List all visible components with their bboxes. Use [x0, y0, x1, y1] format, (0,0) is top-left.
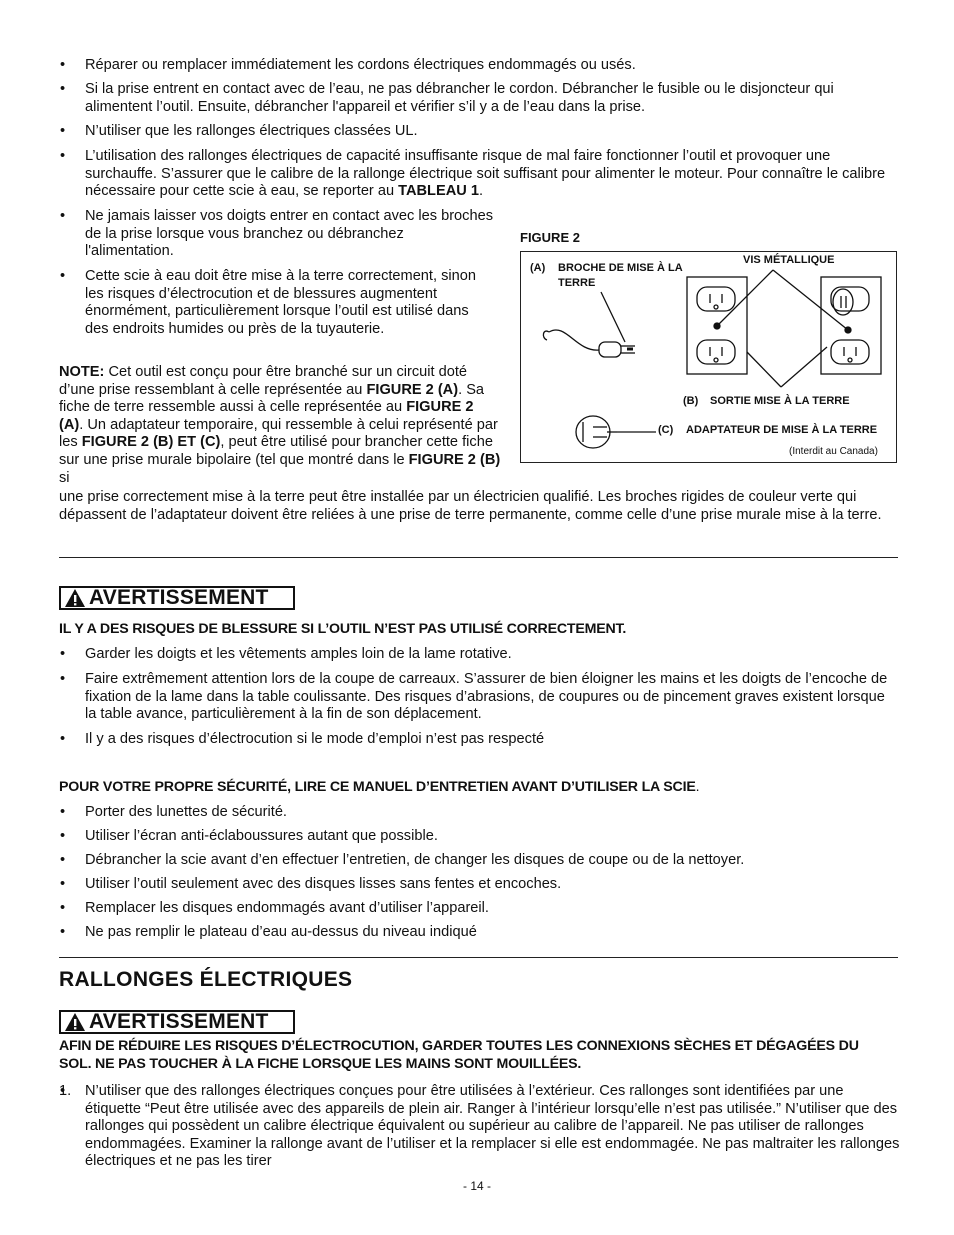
warning2-heading: AFIN DE RÉDUIRE LES RISQUES D’ÉLECTROCUTION, GARDER TOUTES LES CONNEXIONS SÈCHES ET DÉGAGÉES DU SOL. NE PAS TOUCHER À LA FICHE LORSQUE LES MAINS SONT MOUILLÉES. [59, 1038, 859, 1072]
label-b: SORTIE MISE À LA TERRE [710, 395, 850, 407]
label-b-letter: (B) [683, 395, 699, 407]
note-label: NOTE: [59, 364, 105, 380]
w1b-bullet-glasses: • Porter des lunettes de sécurité. [85, 804, 900, 822]
table-ref: TABLEAU 1 [398, 183, 479, 200]
label-c-note: (Interdit au Canada) [789, 446, 878, 457]
note-b3: FIGURE 2 (B) ET (C) [81, 434, 221, 451]
note-continuation: une prise correctement mise à la terre peut être installée par un électricien qualifié. Les broches rigides de couleur verte qui dépassent de l’adaptateur doivent être reliées à une prise de terre permanente, comme celle d’une prise murale mise à la terre. [59, 489, 882, 523]
w1b-bullet-replace: • Remplacer les disques endommagés avant d’utiliser l’appareil. [85, 900, 900, 918]
label-c-letter: (C) [658, 424, 674, 436]
warning-badge-2 [59, 1010, 295, 1034]
warning1-heading: IL Y A DES RISQUES DE BLESSURE SI L’OUTIL N’EST PAS UTILISÉ CORRECTEMENT. [59, 621, 627, 637]
warning-label-2: AVERTISSEMENT [89, 1010, 269, 1033]
w1b-bullet-water-level: • Ne pas remplir le plateau d’eau au-dessus du niveau indiqué [85, 924, 900, 942]
bullet-fingers: • Ne jamais laisser vos doigts entrer en contact avec les broches de la prise lorsque vous branchez ou débranchez l'alimentation. [85, 208, 495, 261]
note-paragraph [59, 364, 501, 487]
bullet-grounding: • Cette scie à eau doit être mise à la terre correctement, sinon les risques d’électrocution et de blessures augmentent énormément, particulièrement lorsque l’outil est utilisé dans des endroits humides ou près de la tuyauterie. [85, 268, 495, 338]
warning-triangle-icon [64, 1012, 86, 1032]
note-t5: si [59, 469, 70, 486]
w1-bullet-care: • Faire extrêmement attention lors de la coupe de carreaux. S’assurer de bien éloigner les mains et les doigts de l’encoche de fixation de la lame dans la table coulissante. Des risques d’abrasions, de coupures ou de pincement graves existent lorsque la table avance, particulièrement à la fin de son déplacement. [85, 671, 900, 724]
w1b-bullet-splash: • Utiliser l’écran anti-éclaboussures autant que possible. [85, 828, 900, 846]
bullet-capacity [85, 148, 900, 201]
heading2-text: POUR VOTRE PROPRE SÉCURITÉ, LIRE CE MANUEL D’ENTRETIEN AVANT D’UTILISER LA SCIE [59, 779, 696, 795]
item-number: 1. [59, 1083, 72, 1099]
label-a: BROCHE DE MISE À LA TERRE [558, 262, 683, 289]
warning-triangle-icon [64, 588, 86, 608]
warning1-heading2 [59, 779, 899, 797]
outlet-diagram [521, 252, 898, 464]
heading2-end: . [695, 779, 700, 795]
note-t1: Cet outil est conçu pour être branché sur un circuit doté d’une prise ressemblant à celle représentée au [59, 364, 468, 398]
label-a-letter: (A) [530, 262, 546, 274]
capacity-text: L’utilisation des rallonges électriques de capacité insuffisante risque de mal faire fonctionner l’outil et provoquer une surchauffe. S’assurer que le calibre de la rallonge électrique soit suffisant pour alimenter le moteur. Pour connaître le calibre nécessaire pour cette scie à eau, se reporter au [85, 148, 886, 200]
warning-badge-1 [59, 586, 295, 610]
note-b4: FIGURE 2 (B) [408, 451, 501, 468]
figure-caption: FIGURE 2 [520, 230, 580, 245]
figure-2 [520, 251, 897, 463]
note-t3: . Un adaptateur temporaire, qui ressemble à celui représenté par les [59, 416, 498, 451]
w1-bullet-electrocution: • Il y a des risques d’électrocution si le mode d’emploi n’est pas respecté [85, 731, 900, 749]
warning-label-1: AVERTISSEMENT [89, 586, 269, 609]
divider-2 [59, 957, 898, 958]
w1b-bullet-discs: • Utiliser l’outil seulement avec des disques lisses sans fentes et encoches. [85, 876, 900, 894]
note-t2: . Sa fiche de terre ressemble aussi à celle représentée au [59, 381, 485, 416]
note-b2: FIGURE 2 (A) [59, 399, 474, 433]
w1-bullet-fingers: • Garder les doigts et les vêtements amples loin de la lame rotative. [85, 646, 900, 664]
bullet-ul: • N’utiliser que les rallonges électriques classées UL. [85, 123, 900, 141]
w1b-bullet-unplug: • Débrancher la scie avant d’en effectuer l’entretien, de changer les disques de coupe ou de la nettoyer. [85, 852, 900, 870]
page-number: - 14 - [462, 1179, 491, 1193]
bullet-cords: • Réparer ou remplacer immédiatement les cordons électriques endommagés ou usés. [85, 57, 900, 75]
label-vis: VIS MÉTALLIQUE [743, 254, 835, 266]
divider-1 [59, 557, 898, 558]
capacity-end: . [478, 183, 484, 200]
note-b1: FIGURE 2 (A) [366, 381, 459, 398]
bullet-water: • Si la prise entrent en contact avec de l’eau, ne pas débrancher le cordon. Débrancher le fusible ou le disjoncteur qui alimentent l’outil. Ensuite, débrancher l'appareil et vérifier s’il y a de l’eau dans la prise. [85, 81, 900, 116]
note-t4: , peut être utilisé pour brancher cette fiche sur une prise murale bipolaire (tel que montré dans le [59, 434, 493, 468]
item-1-text: • N’utiliser que des rallonges électriques conçues pour être utilisées à l’extérieur. Ces rallonges sont identifiées par une étiquette “Peut être utilisée avec des appareils de plein air. Ranger à l’intérieur lorsqu’elle n’est pas utilisée.” N’utiliser que des rallonges qui possèdent un calibre électrique équivalent ou supérieur au calibre de l’appareil. Ne pas utiliser de rallonges endommagées. Examiner la rallonge avant de l’utiliser et la remplacer si elle est endommagée. Ne pas maltraiter les rallonges électriques et ne pas les tirer [85, 1083, 900, 1171]
section-title: RALLONGES ÉLECTRIQUES [59, 968, 353, 991]
label-c: ADAPTATEUR DE MISE À LA TERRE [686, 424, 878, 436]
